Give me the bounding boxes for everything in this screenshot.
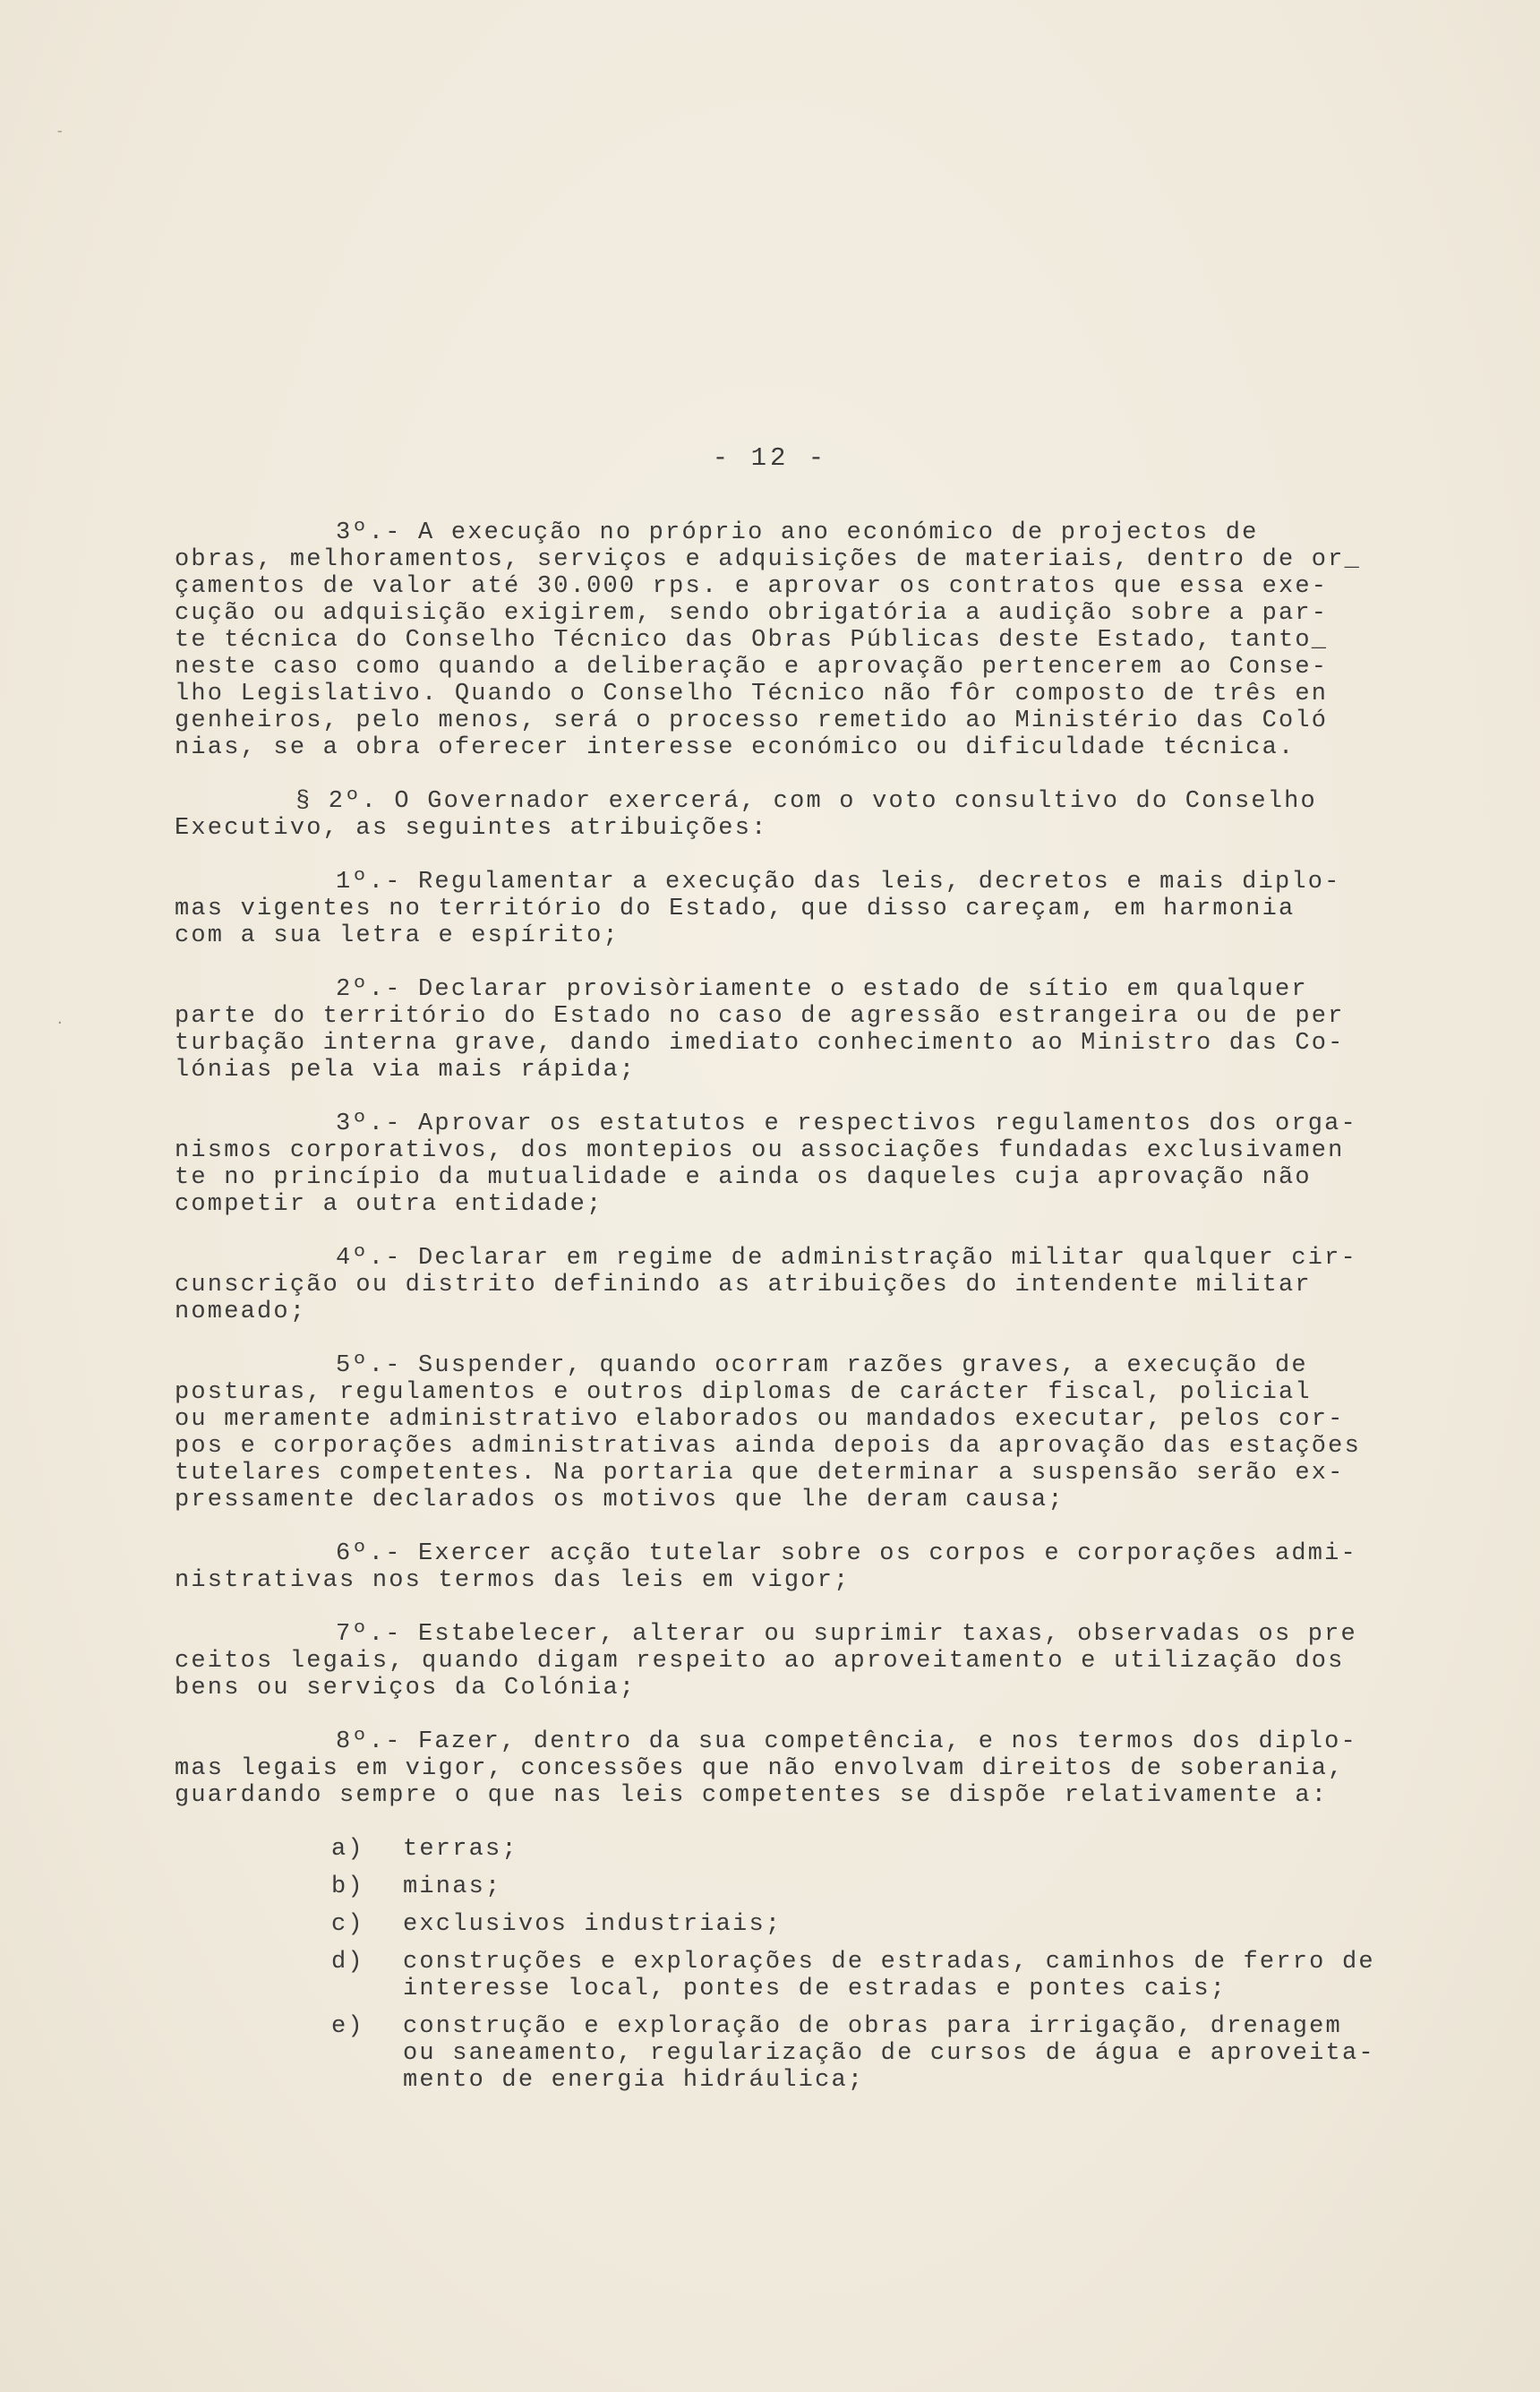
list-item-text bbox=[403, 1836, 1464, 1863]
text-line: 3º.- Aprovar os estatutos e respectivos regulamentos dos orga- bbox=[336, 1110, 1357, 1137]
text-line: terras; bbox=[403, 1836, 518, 1863]
list-item-text bbox=[403, 1949, 1464, 2002]
paragraph-s2 bbox=[175, 788, 1464, 842]
enumerated-list bbox=[175, 1836, 1464, 2094]
list-item-text bbox=[403, 2013, 1464, 2094]
paragraph-a5 bbox=[175, 1352, 1464, 1513]
text-line: te no princípio da mutualidade e ainda os daqueles cuja aprovação não bbox=[175, 1164, 1312, 1191]
paragraph-a8 bbox=[175, 1728, 1464, 1809]
text-line: çamentos de valor até 30.000 rps. e aprovar os contratos que essa exe- bbox=[175, 573, 1329, 600]
paragraph-a3 bbox=[175, 1110, 1464, 1218]
text-line: mas vigentes no território do Estado, que disso careçam, em harmonia bbox=[175, 896, 1296, 922]
text-line: ceitos legais, quando digam respeito ao aproveitamento e utilização dos bbox=[175, 1648, 1345, 1675]
text-line: te técnica do Conselho Técnico das Obras Públicas deste Estado, tanto_ bbox=[175, 627, 1329, 654]
list-item-text bbox=[403, 1911, 1464, 1938]
list-item-text bbox=[403, 1873, 1464, 1900]
text-line: bens ou serviços da Colónia; bbox=[175, 1675, 637, 1702]
text-line: posturas, regulamentos e outros diplomas de carácter fiscal, policial bbox=[175, 1379, 1312, 1406]
list-item-letter: c) bbox=[331, 1911, 364, 1938]
list-item bbox=[175, 1911, 1464, 1938]
text-line: mas legais em vigor, concessões que não envolvam direitos de soberania, bbox=[175, 1755, 1345, 1782]
paragraph-a6 bbox=[175, 1540, 1464, 1594]
text-line: mento de energia hidráulica; bbox=[403, 2067, 865, 2094]
text-line: turbação interna grave, dando imediato conhecimento ao Ministro das Co- bbox=[175, 1030, 1345, 1057]
paragraph-a1 bbox=[175, 869, 1464, 949]
paragraph-a4 bbox=[175, 1245, 1464, 1325]
text-line: pos e corporações administrativas ainda depois da aprovação das estações bbox=[175, 1433, 1361, 1460]
text-line: construção e exploração de obras para irrigação, drenagem bbox=[403, 2013, 1342, 2040]
text-line: 1º.- Regulamentar a execução das leis, decretos e mais diplo- bbox=[336, 869, 1341, 896]
text-line: lho Legislativo. Quando o Conselho Técnico não fôr composto de três en bbox=[175, 681, 1329, 707]
text-line: tutelares competentes. Na portaria que determinar a suspensão serão ex- bbox=[175, 1460, 1345, 1487]
text-line: 2º.- Declarar provisòriamente o estado de sítio em qualquer bbox=[336, 976, 1308, 1003]
list-item bbox=[175, 1836, 1464, 1863]
text-line: competir a outra entidade; bbox=[175, 1191, 603, 1218]
text-line: nistrativas nos termos das leis em vigor; bbox=[175, 1567, 851, 1594]
text-line: pressamente declarados os motivos que lhe deram causa; bbox=[175, 1487, 1065, 1513]
text-line: nismos corporativos, dos montepios ou associações fundadas exclusivamen bbox=[175, 1137, 1345, 1164]
text-line: neste caso como quando a deliberação e aprovação pertencerem ao Conse- bbox=[175, 654, 1329, 681]
text-line: Executivo, as seguintes atribuições: bbox=[175, 815, 768, 842]
text-line: lónias pela via mais rápida; bbox=[175, 1057, 637, 1084]
text-line: nomeado; bbox=[175, 1299, 307, 1325]
paragraph-a2 bbox=[175, 976, 1464, 1084]
list-item-letter: a) bbox=[331, 1836, 364, 1863]
text-line: 6º.- Exercer acção tutelar sobre os corpos e corporações admi- bbox=[336, 1540, 1357, 1567]
margin-mark: - bbox=[56, 124, 64, 140]
page-number: - 12 - bbox=[712, 443, 828, 473]
text-line: 5º.- Suspender, quando ocorram razões graves, a execução de bbox=[336, 1352, 1308, 1379]
text-line: § 2º. O Governador exercerá, com o voto consultivo do Conselho bbox=[295, 788, 1317, 815]
text-line: 8º.- Fazer, dentro da sua competência, e nos termos dos diplo- bbox=[336, 1728, 1357, 1755]
text-line: parte do território do Estado no caso de agressão estrangeira ou de per bbox=[175, 1003, 1345, 1030]
list-item-letter: d) bbox=[331, 1949, 364, 1976]
text-line: construções e explorações de estradas, caminhos de ferro de bbox=[403, 1949, 1375, 1976]
document-body bbox=[175, 519, 1464, 2105]
paragraph-p3 bbox=[175, 519, 1464, 761]
margin-mark: · bbox=[56, 1015, 64, 1031]
list-item-letter: b) bbox=[331, 1873, 364, 1900]
text-line: cução ou adquisição exigirem, sendo obrigatória a audição sobre a par- bbox=[175, 600, 1329, 627]
text-line: guardando sempre o que nas leis competentes se dispõe relativamente a: bbox=[175, 1782, 1329, 1809]
list-item bbox=[175, 1949, 1464, 2002]
list-item bbox=[175, 2013, 1464, 2094]
text-line: obras, melhoramentos, serviços e adquisições de materiais, dentro de or_ bbox=[175, 546, 1361, 573]
text-line: interesse local, pontes de estradas e pontes cais; bbox=[403, 1976, 1228, 2002]
text-line: genheiros, pelo menos, será o processo remetido ao Ministério das Coló bbox=[175, 707, 1329, 734]
text-line: ou saneamento, regularização de cursos de água e aproveita- bbox=[403, 2040, 1375, 2067]
list-item bbox=[175, 1873, 1464, 1900]
list-item-letter: e) bbox=[331, 2013, 364, 2040]
text-line: nias, se a obra oferecer interesse económico ou dificuldade técnica. bbox=[175, 734, 1296, 761]
text-line: com a sua letra e espírito; bbox=[175, 922, 620, 949]
text-line: 3º.- A execução no próprio ano económico de projectos de bbox=[336, 519, 1259, 546]
text-line: 4º.- Declarar em regime de administração militar qualquer cir- bbox=[336, 1245, 1357, 1272]
text-line: ou meramente administrativo elaborados ou mandados executar, pelos cor- bbox=[175, 1406, 1345, 1433]
text-line: 7º.- Estabelecer, alterar ou suprimir taxas, observadas os pre bbox=[336, 1621, 1357, 1648]
text-line: exclusivos industriais; bbox=[403, 1911, 783, 1938]
paragraph-a7 bbox=[175, 1621, 1464, 1702]
text-line: minas; bbox=[403, 1873, 502, 1900]
text-line: cunscrição ou distrito definindo as atribuições do intendente militar bbox=[175, 1272, 1312, 1299]
